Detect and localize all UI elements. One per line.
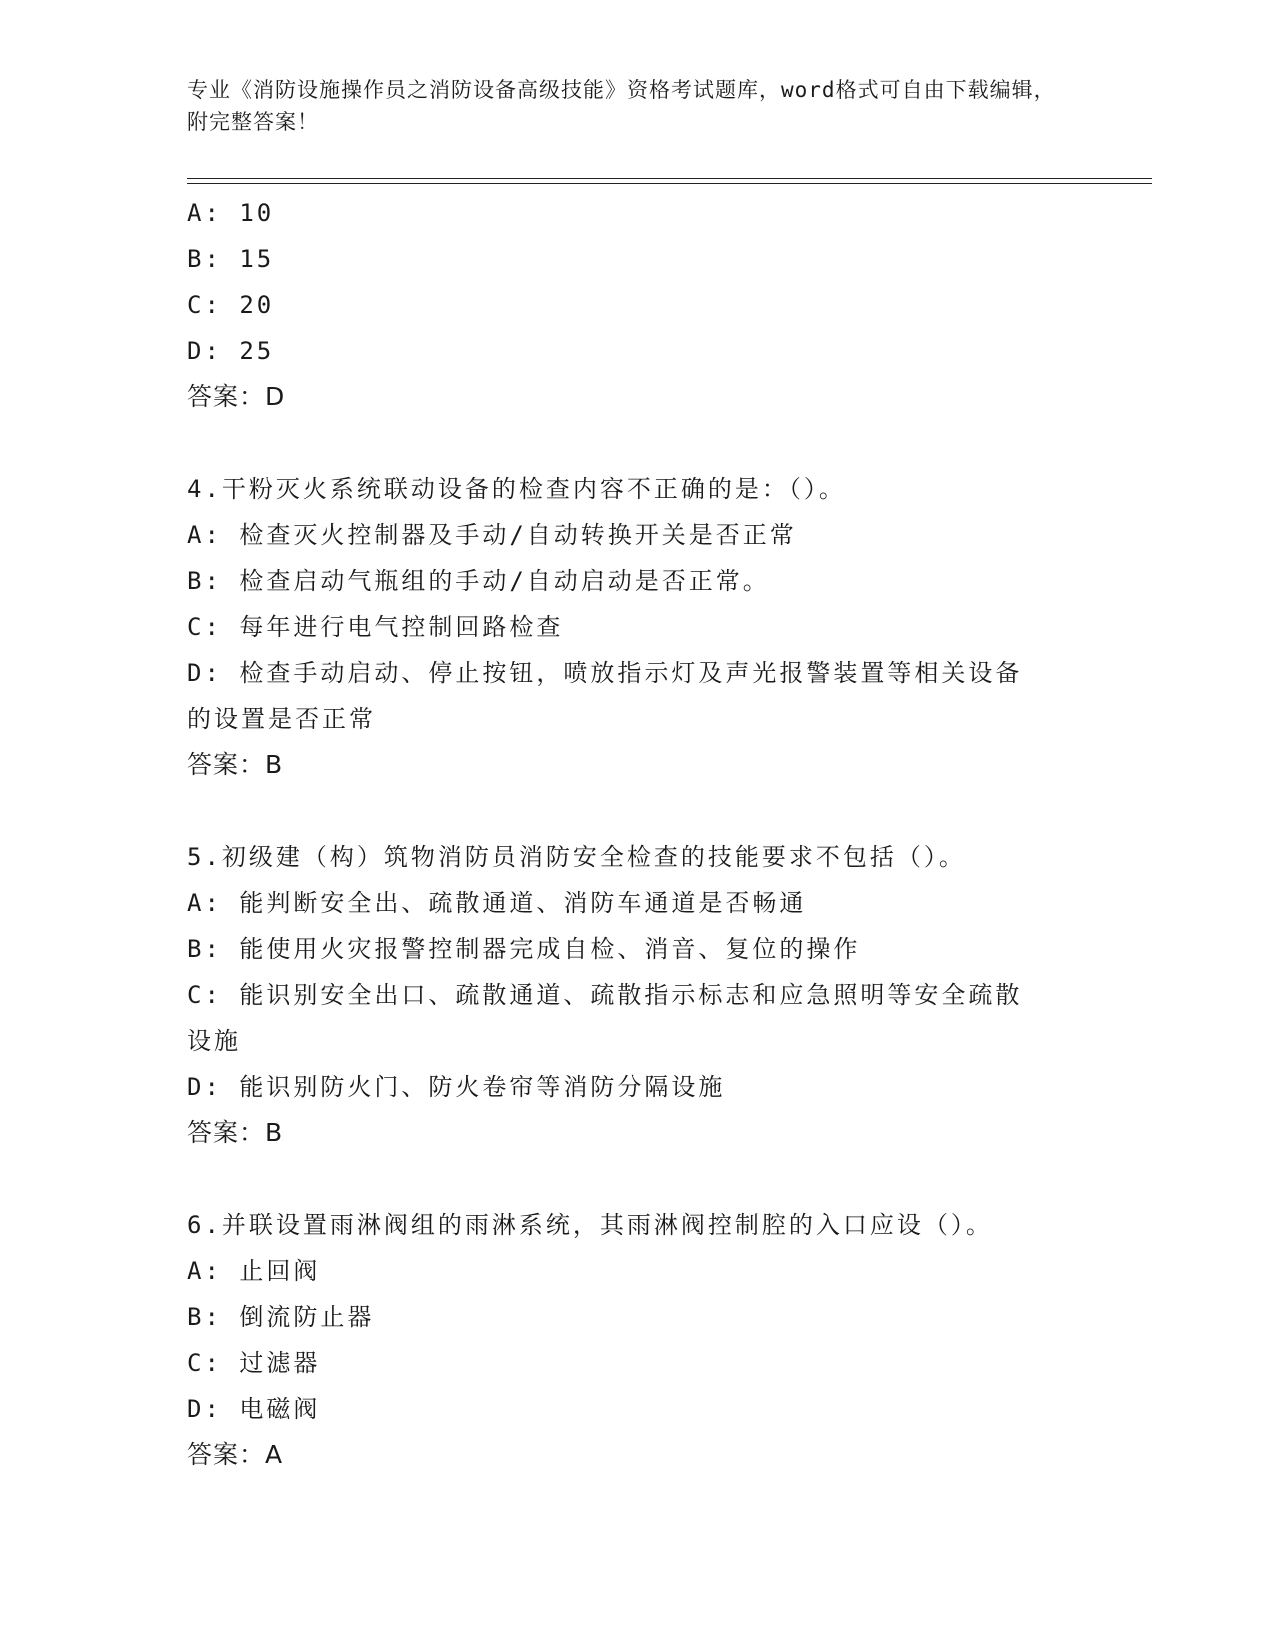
question-block	[187, 466, 1087, 788]
question-list	[187, 190, 1087, 1478]
answer-text: 答案：A	[187, 1440, 284, 1469]
option-d: D: 电磁阀	[187, 1395, 321, 1423]
option-a: A: 能判断安全出、疏散通道、消防车通道是否畅通	[187, 889, 807, 917]
question-stem: 4.干粉灭火系统联动设备的检查内容不正确的是：（）。	[187, 475, 846, 503]
option-b: B: 检查启动气瓶组的手动/自动启动是否正常。	[187, 567, 770, 595]
option-a: A: 10	[187, 199, 275, 227]
question-block	[187, 834, 1087, 1156]
header-divider-bottom	[187, 183, 1152, 184]
question-block	[187, 190, 1087, 420]
answer-text: 答案：B	[187, 1118, 284, 1147]
document-header: 专业《消防设施操作员之消防设备高级技能》资格考试题库，word格式可自由下载编辑，附完整答案！	[187, 78, 1056, 134]
option-b: B: 15	[187, 245, 275, 273]
question-block	[187, 1202, 1087, 1478]
answer-text: 答案：B	[187, 750, 284, 779]
question-stem: 5.初级建（构）筑物消防员消防安全检查的技能要求不包括（）。	[187, 843, 966, 871]
option-a: A: 检查灭火控制器及手动/自动转换开关是否正常	[187, 521, 797, 549]
option-a: A: 止回阀	[187, 1257, 321, 1285]
option-b: B: 能使用火灾报警控制器完成自检、消音、复位的操作	[187, 935, 861, 963]
question-stem: 6.并联设置雨淋阀组的雨淋系统，其雨淋阀控制腔的入口应设（）。	[187, 1211, 993, 1239]
option-d: D: 检查手动启动、停止按钮，喷放指示灯及声光报警装置等相关设备的设置是否正常	[187, 659, 1023, 733]
header-divider-top	[187, 178, 1152, 179]
option-c: C: 每年进行电气控制回路检查	[187, 613, 564, 641]
option-c: C: 过滤器	[187, 1349, 321, 1377]
option-b: B: 倒流防止器	[187, 1303, 375, 1331]
option-d: D: 25	[187, 337, 275, 365]
option-c: C: 能识别安全出口、疏散通道、疏散指示标志和应急照明等安全疏散设施	[187, 981, 1023, 1055]
option-d: D: 能识别防火门、防火卷帘等消防分隔设施	[187, 1073, 726, 1101]
option-c: C: 20	[187, 291, 275, 319]
answer-text: 答案：D	[187, 382, 286, 411]
